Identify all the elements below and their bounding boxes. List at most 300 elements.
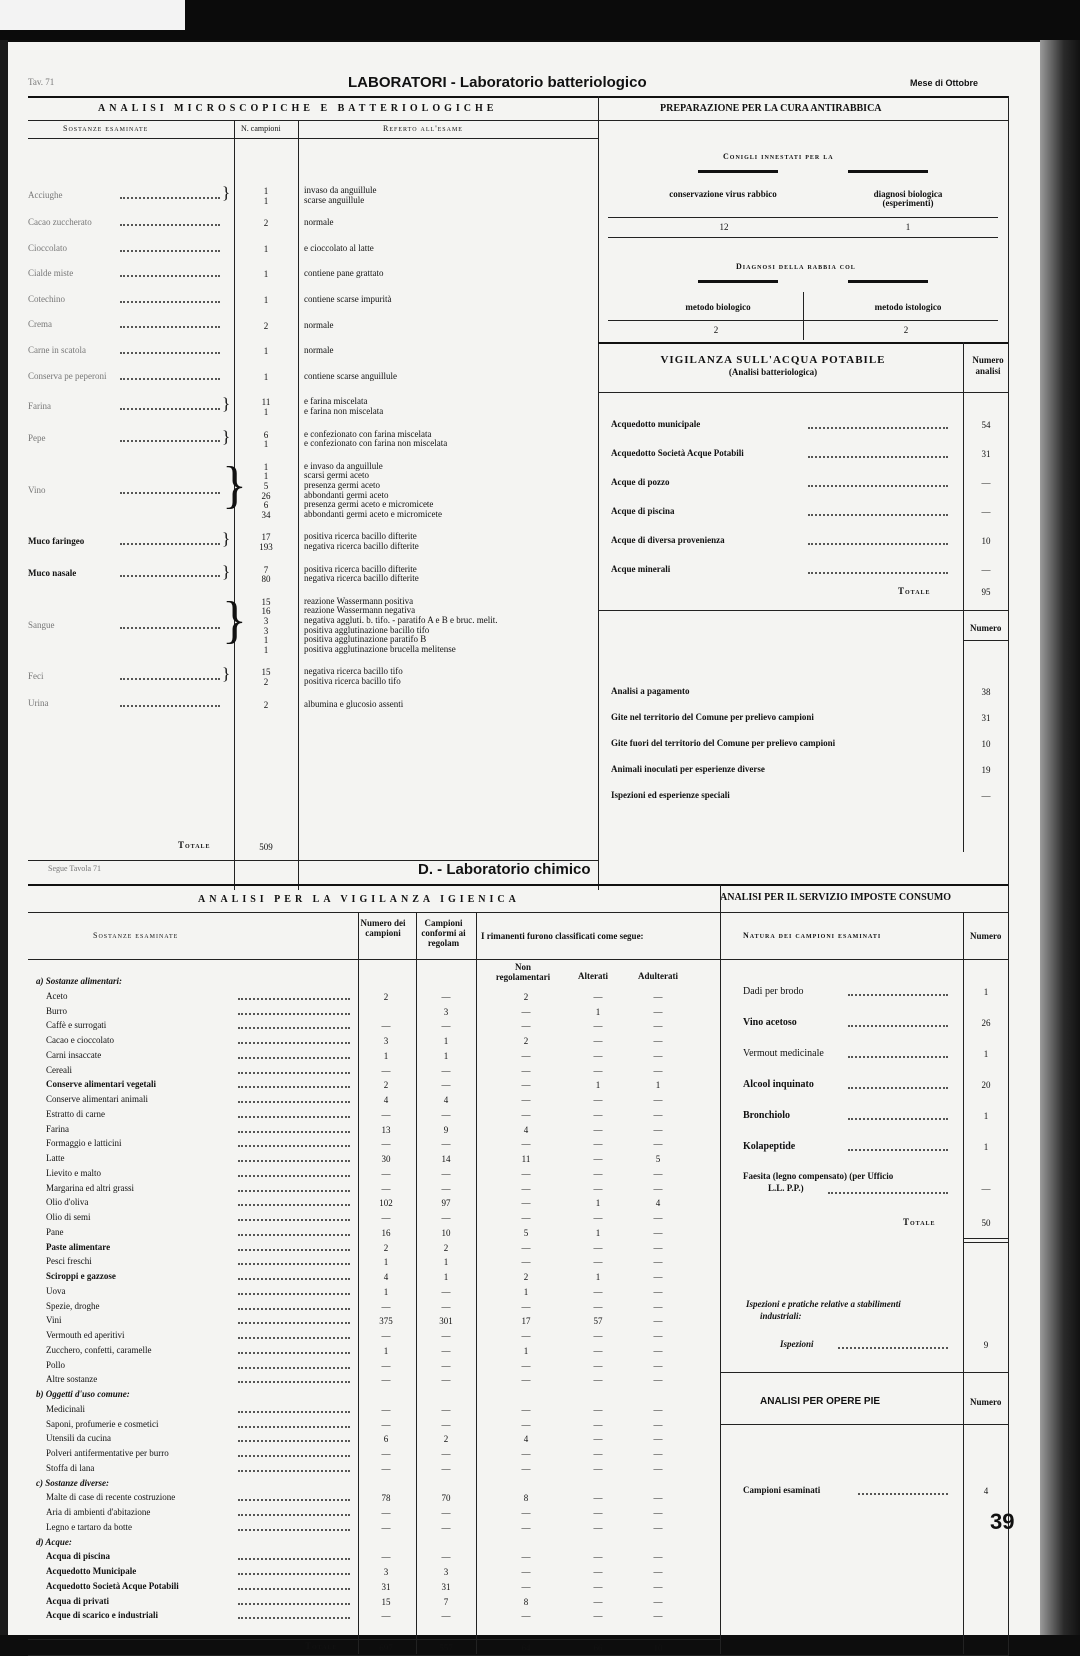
chem-cell: — bbox=[593, 1286, 603, 1297]
vigilanza-title: VIGILANZA SULL'ACQUA POTABILE bbox=[660, 354, 886, 366]
faesita-value: — bbox=[981, 1184, 991, 1194]
vigilanza-row-value: — bbox=[981, 478, 991, 488]
chem-cell: — bbox=[653, 1316, 663, 1327]
sostanza-label: Vino bbox=[28, 484, 46, 495]
dot-leader bbox=[848, 994, 948, 996]
chem-row-label: Spezie, droghe bbox=[46, 1300, 100, 1311]
chem-cell: — bbox=[521, 1257, 531, 1268]
sostanza-label: Urina bbox=[28, 698, 49, 709]
chem-row-label: Altre sostanze bbox=[46, 1374, 98, 1385]
misc-row-label: Analisi a pagamento bbox=[611, 686, 690, 696]
sostanza-label: Crema bbox=[28, 319, 52, 330]
totale-alterati-d: 66 bbox=[593, 1643, 603, 1653]
chem-cell: — bbox=[381, 1463, 391, 1474]
dot-leader bbox=[238, 1529, 350, 1531]
chem-cell: — bbox=[441, 1552, 451, 1563]
brace: } bbox=[222, 664, 231, 684]
opere-pie-value: 4 bbox=[983, 1486, 989, 1496]
chem-row-label: Sciroppi e gazzose bbox=[46, 1271, 116, 1281]
chem-cell: — bbox=[593, 1257, 603, 1268]
chem-cell: — bbox=[521, 1611, 531, 1622]
chem-cell: 1 bbox=[443, 1036, 449, 1046]
chem-row-label: Caffè e surrogati bbox=[46, 1020, 107, 1031]
vigilanza-igienica-title: ANALISI PER LA VIGILANZA IGIENICA bbox=[198, 894, 520, 905]
rule bbox=[28, 1639, 720, 1640]
referto-text: reazione Wassermann positiva bbox=[304, 595, 414, 606]
brace: } bbox=[222, 561, 231, 581]
dot-leader bbox=[238, 1558, 350, 1560]
imposte-row-label: Vino acetoso bbox=[743, 1017, 797, 1028]
referto-text: albumina e glucosio assenti bbox=[304, 698, 404, 709]
vigilanza-row-value: 10 bbox=[981, 536, 991, 546]
chem-cell: — bbox=[653, 1508, 663, 1518]
chem-cell: 4 bbox=[383, 1095, 389, 1105]
chem-cell: — bbox=[381, 1375, 391, 1386]
dot-leader bbox=[120, 408, 220, 410]
totale-adulterati-d: 10 bbox=[653, 1643, 663, 1653]
dot-leader bbox=[238, 1116, 350, 1118]
chem-cell: 2 bbox=[383, 1242, 389, 1253]
chem-cell: 5 bbox=[655, 1154, 661, 1164]
totale-conformi-d: 557 bbox=[439, 1643, 453, 1653]
chem-cell: — bbox=[521, 1552, 531, 1563]
referto-text: invaso da anguillule bbox=[304, 185, 377, 195]
chem-cell: — bbox=[441, 1463, 451, 1474]
month-label: Mese di Ottobre bbox=[910, 78, 979, 88]
campioni-count: 15 bbox=[261, 596, 271, 607]
misc-row-value: 31 bbox=[981, 713, 991, 723]
rule bbox=[598, 342, 1008, 344]
brace: } bbox=[222, 394, 231, 414]
ispezioni-label: Ispezioni bbox=[780, 1339, 814, 1349]
chem-cell: 78 bbox=[381, 1493, 391, 1504]
chem-cell: — bbox=[381, 1360, 391, 1371]
imp-totale-label: Totale bbox=[903, 1217, 936, 1227]
dot-leader bbox=[238, 1411, 350, 1413]
chem-cell: — bbox=[593, 1050, 603, 1061]
sostanza-label: Cioccolato bbox=[28, 242, 67, 253]
chem-cell: — bbox=[381, 1522, 391, 1533]
chem-cell: 2 bbox=[443, 1242, 449, 1253]
imp-totale-value: 50 bbox=[981, 1218, 991, 1228]
campioni-count: 1 bbox=[263, 346, 269, 357]
dot-leader bbox=[808, 572, 948, 574]
dot-leader bbox=[808, 543, 948, 545]
dot-leader bbox=[120, 492, 220, 494]
chem-cell: — bbox=[593, 1154, 603, 1164]
chem-row-label: Acquedotto Società Acque Potabili bbox=[46, 1580, 179, 1591]
chem-cell: 15 bbox=[381, 1596, 391, 1607]
subcol-adulterati: Adulterati bbox=[638, 971, 678, 981]
conigli-val-1: 12 bbox=[719, 222, 729, 232]
referto-text: normale bbox=[304, 319, 334, 330]
section-d-title: D. - Laboratorio chimico bbox=[418, 861, 591, 878]
referto-text: presenza germi aceto e micromicete bbox=[304, 499, 434, 510]
chem-row-label: Lievito e malto bbox=[46, 1167, 101, 1178]
campioni-count: 1 bbox=[263, 471, 269, 482]
dot-leader bbox=[238, 1588, 350, 1590]
referto-text: abbondanti germi aceto bbox=[304, 489, 389, 500]
chem-cell: 3 bbox=[383, 1036, 389, 1046]
chem-row-label: Paste alimentare bbox=[46, 1241, 111, 1252]
chem-cell: 1 bbox=[443, 1050, 449, 1061]
referto-text: positiva ricerca bacillo tifo bbox=[304, 676, 401, 686]
rule bbox=[28, 96, 1008, 98]
chem-row-label: Vermouth ed aperitivi bbox=[46, 1330, 125, 1340]
dot-leader bbox=[238, 1603, 350, 1605]
vigilanza-row-value: — bbox=[981, 565, 991, 575]
referto-text: scarse anguillule bbox=[304, 194, 365, 205]
dot-leader bbox=[120, 627, 220, 629]
referto-text: e invaso da anguillule bbox=[304, 460, 383, 471]
col-sostanze-c: Sostanze esaminate bbox=[63, 124, 149, 133]
dot-leader bbox=[238, 1573, 350, 1575]
chem-cell: — bbox=[653, 1463, 663, 1474]
chem-cell: — bbox=[521, 1006, 531, 1017]
imposte-row-value: 1 bbox=[983, 1142, 989, 1152]
chem-cell: — bbox=[441, 1345, 451, 1356]
misc-row-label: Gite fuori del territorio del Comune per prelievo campioni bbox=[611, 738, 836, 748]
chem-cell: 102 bbox=[379, 1198, 393, 1209]
chem-cell: — bbox=[441, 1139, 451, 1150]
referto-text: normale bbox=[304, 217, 334, 228]
misc-row-label: Gite nel territorio del Comune per prelievo campioni bbox=[611, 712, 814, 722]
campioni-count: 6 bbox=[263, 429, 269, 440]
dot-leader bbox=[238, 998, 350, 1000]
chem-row-label: Estratto di carne bbox=[46, 1108, 105, 1119]
chem-cell: — bbox=[521, 1301, 531, 1312]
dot-leader bbox=[238, 1086, 350, 1088]
chem-cell: — bbox=[593, 1493, 603, 1504]
chem-cell: — bbox=[653, 1227, 663, 1238]
col-campioni-c: N. campioni bbox=[241, 124, 281, 133]
referto-text: scarsi germi aceto bbox=[304, 470, 369, 481]
campioni-count: 1 bbox=[263, 439, 269, 450]
chem-cell: — bbox=[521, 1021, 531, 1032]
chem-row-label: Pesci freschi bbox=[46, 1256, 92, 1267]
referto-text: e farina miscelata bbox=[304, 396, 368, 407]
rule bbox=[598, 392, 1008, 393]
vigilanza-row-label: Acque minerali bbox=[611, 564, 671, 574]
chem-cell: 1 bbox=[383, 1286, 389, 1297]
chem-cell: 97 bbox=[441, 1198, 451, 1209]
chem-cell: 4 bbox=[523, 1434, 529, 1445]
sostanza-label: Feci bbox=[28, 671, 44, 681]
chem-cell: — bbox=[653, 1419, 663, 1430]
imp-col1: Natura dei campioni esaminati bbox=[743, 931, 882, 940]
scan-left-border bbox=[0, 40, 8, 1635]
chem-cell: — bbox=[521, 1050, 531, 1061]
referto-text: negativa ricerca bacillo difterite bbox=[304, 541, 419, 551]
chem-cell: 9 bbox=[443, 1124, 449, 1135]
chem-cell: 11 bbox=[521, 1154, 531, 1164]
chem-cell: 1 bbox=[595, 1272, 601, 1282]
chem-row-label: Farina bbox=[46, 1123, 69, 1134]
chem-cell: — bbox=[593, 1183, 603, 1194]
sostanza-label: Sangue bbox=[28, 619, 55, 630]
chem-cell: — bbox=[653, 1434, 663, 1445]
dots bbox=[828, 1192, 948, 1194]
ispezioni-title-2: industriali: bbox=[760, 1311, 802, 1321]
chem-cell: — bbox=[441, 1286, 451, 1297]
referto-text: e farina non miscelata bbox=[304, 406, 384, 416]
opere-pie-label: Campioni esaminati bbox=[743, 1485, 821, 1495]
brace: } bbox=[222, 456, 247, 514]
campioni-count: 26 bbox=[261, 490, 271, 501]
dot-leader bbox=[120, 197, 220, 199]
chem-cell: — bbox=[653, 1596, 663, 1607]
chem-cell: 2 bbox=[383, 1080, 389, 1091]
dot-leader bbox=[238, 1337, 350, 1339]
imposte-row-value: 1 bbox=[983, 1111, 989, 1121]
referto-text: e confezionato con farina miscelata bbox=[304, 428, 432, 439]
chem-cell: — bbox=[521, 1567, 531, 1577]
scan-right-border bbox=[1040, 40, 1080, 1635]
chem-cell: — bbox=[521, 1168, 531, 1179]
chem-cell: 4 bbox=[383, 1272, 389, 1282]
dot-leader bbox=[238, 1013, 350, 1015]
dot-leader bbox=[238, 1352, 350, 1354]
sostanza-label: Muco nasale bbox=[28, 568, 77, 579]
campioni-count: 1 bbox=[263, 243, 269, 254]
campioni-count: 1 bbox=[263, 295, 269, 305]
document-page bbox=[8, 42, 1040, 1653]
brace: } bbox=[222, 591, 247, 649]
chem-cell: — bbox=[593, 1139, 603, 1150]
chem-cell: — bbox=[381, 1065, 391, 1076]
microscopic-analyses-title: ANALISI MICROSCOPICHE E BATTERIOLOGICHE bbox=[98, 103, 498, 114]
dot-leader bbox=[238, 1219, 350, 1221]
chem-cell: — bbox=[653, 1257, 663, 1268]
dot-leader bbox=[238, 1101, 350, 1103]
tavola-label-c: Tav. 71 bbox=[28, 77, 55, 87]
chem-cell: 1 bbox=[383, 1345, 389, 1356]
chem-cell: — bbox=[593, 991, 603, 1002]
chem-cell: — bbox=[593, 1021, 603, 1032]
dot-leader bbox=[238, 1057, 350, 1059]
totale-label-c: Totale bbox=[178, 840, 211, 850]
chem-cell: — bbox=[441, 1375, 451, 1386]
chem-row-label: Vini bbox=[46, 1315, 62, 1326]
rule bbox=[598, 96, 599, 890]
chem-row-label: Acqua di piscina bbox=[46, 1551, 111, 1562]
dot-leader bbox=[238, 1249, 350, 1251]
dot-leader bbox=[238, 1263, 350, 1265]
chem-cell: — bbox=[381, 1139, 391, 1150]
chem-cell: — bbox=[381, 1331, 391, 1341]
campioni-count: 6 bbox=[263, 500, 269, 511]
chem-row-label: Carni insaccate bbox=[46, 1049, 102, 1060]
chem-row-label: Latte bbox=[46, 1153, 65, 1163]
chem-row-label: Zucchero, confetti, caramelle bbox=[46, 1344, 152, 1355]
chem-cell: — bbox=[653, 1065, 663, 1076]
rule bbox=[1008, 96, 1009, 1656]
referto-text: e confezionato con farina non miscelata bbox=[304, 438, 448, 449]
campioni-count: 1 bbox=[263, 269, 269, 280]
chem-cell: — bbox=[381, 1301, 391, 1312]
rule bbox=[698, 280, 778, 283]
dot-leader bbox=[238, 1470, 350, 1472]
rule bbox=[476, 912, 477, 1654]
referto-text: positiva ricerca bacillo difterite bbox=[304, 531, 417, 542]
sostanza-label: Conserva pe peperoni bbox=[28, 370, 107, 381]
chem-cell: — bbox=[653, 1449, 663, 1459]
vigilanza-num-label: Numero analisi bbox=[972, 355, 1004, 376]
chem-cell: — bbox=[653, 1360, 663, 1371]
referto-text: e cioccolato al latte bbox=[304, 242, 374, 253]
dot-leader bbox=[848, 1087, 948, 1089]
chem-row-label: Aceto bbox=[46, 990, 68, 1001]
chem-row-label: Pollo bbox=[46, 1359, 66, 1370]
chem-cell: 4 bbox=[655, 1198, 661, 1209]
chem-cell: — bbox=[521, 1065, 531, 1076]
chem-cell: 2 bbox=[383, 991, 389, 1002]
imposte-row-label: Dadi per brodo bbox=[743, 986, 804, 997]
rule bbox=[358, 912, 359, 1654]
chem-row-label: Aria di ambienti d'abitazione bbox=[46, 1507, 151, 1517]
dot-leader bbox=[848, 1149, 948, 1151]
chem-row-label: Conserve alimentari vegetali bbox=[46, 1079, 156, 1090]
dot-leader bbox=[808, 485, 948, 487]
chem-cell: — bbox=[521, 1109, 531, 1120]
campioni-count: 2 bbox=[263, 218, 269, 229]
dot-leader bbox=[848, 1056, 948, 1058]
campioni-count: 11 bbox=[261, 397, 271, 408]
chem-cell: — bbox=[593, 1404, 603, 1415]
chem-cell: — bbox=[653, 1050, 663, 1061]
chem-cell: — bbox=[653, 1581, 663, 1592]
chem-row-label: Acqua di privati bbox=[46, 1595, 110, 1606]
chem-cell: — bbox=[593, 1124, 603, 1135]
misc-row-value: 38 bbox=[981, 687, 991, 697]
chem-cell: — bbox=[381, 1109, 391, 1120]
rule bbox=[963, 342, 964, 852]
dot-leader bbox=[238, 1234, 350, 1236]
chem-row-label: Olio di semi bbox=[46, 1212, 91, 1222]
imposte-row-label: Kolapeptide bbox=[743, 1141, 796, 1152]
chem-row-label: Margarina ed altri grassi bbox=[46, 1182, 135, 1193]
totale-label-d: Totale bbox=[305, 1641, 338, 1651]
dot-leader bbox=[120, 678, 220, 680]
campioni-count: 2 bbox=[263, 699, 269, 710]
rule bbox=[28, 120, 1008, 121]
campioni-count: 1 bbox=[263, 186, 269, 196]
chem-cell: 1 bbox=[443, 1272, 449, 1282]
rule bbox=[720, 959, 1008, 960]
diagnosi-val-2: 2 bbox=[903, 325, 909, 335]
chem-cell: — bbox=[521, 1419, 531, 1430]
campioni-count: 1 bbox=[263, 371, 269, 382]
chem-cell: — bbox=[593, 1331, 603, 1341]
chem-cell: — bbox=[653, 1375, 663, 1386]
sostanza-label: Muco faringeo bbox=[28, 536, 85, 546]
chem-cell: — bbox=[593, 1463, 603, 1474]
chem-cell: — bbox=[593, 1419, 603, 1430]
section-c-title: LABORATORI - Laboratorio batteriologico bbox=[348, 74, 647, 91]
chem-cell: 13 bbox=[381, 1124, 391, 1135]
campioni-count: 1 bbox=[263, 195, 269, 206]
chem-cell: 8 bbox=[523, 1596, 529, 1607]
chem-cell: 1 bbox=[523, 1345, 529, 1356]
chem-cell: — bbox=[653, 1567, 663, 1577]
chem-cell: 70 bbox=[441, 1493, 451, 1504]
chem-cell: — bbox=[521, 1080, 531, 1091]
sostanza-label: Cacao zuccherato bbox=[28, 217, 92, 227]
chem-cell: 6 bbox=[383, 1434, 389, 1445]
chem-row-label: Pane bbox=[46, 1226, 64, 1237]
chem-cell: 2 bbox=[523, 1036, 529, 1046]
chem-cell: 7 bbox=[443, 1596, 449, 1607]
vigilanza-row-value: — bbox=[981, 507, 991, 517]
dot-leader bbox=[120, 543, 220, 545]
chem-cell: — bbox=[653, 1493, 663, 1504]
referto-text: contiene pane grattato bbox=[304, 268, 384, 279]
chem-cell: — bbox=[441, 1404, 451, 1415]
chem-cell: — bbox=[653, 1522, 663, 1533]
diagnosi-col-1: metodo biologico bbox=[685, 302, 751, 312]
chem-cell: — bbox=[593, 1434, 603, 1445]
chem-cell: 30 bbox=[381, 1154, 391, 1164]
chem-cell: — bbox=[653, 1021, 663, 1032]
chem-row-label: Stoffa di lana bbox=[46, 1462, 95, 1473]
dot-leader bbox=[238, 1381, 350, 1383]
chem-cell: — bbox=[653, 1242, 663, 1253]
conigli-col-1: conservazione virus rabbico bbox=[669, 189, 777, 199]
chem-cell: 1 bbox=[595, 1198, 601, 1209]
chem-cell: — bbox=[521, 1449, 531, 1459]
vigilanza-row-label: Acquedotto municipale bbox=[611, 419, 701, 429]
rule bbox=[963, 640, 1008, 641]
imposte-row-label: Bronchiolo bbox=[743, 1110, 791, 1121]
opere-pie-title: ANALISI PER OPERE PIE bbox=[760, 1396, 881, 1407]
chem-cell: — bbox=[521, 1139, 531, 1150]
rule bbox=[803, 292, 804, 340]
imposte-row-value: 20 bbox=[981, 1080, 991, 1090]
referto-text: positiva agglutinazione brucella melitense bbox=[304, 643, 456, 654]
campioni-count: 1 bbox=[263, 461, 269, 472]
chem-cell: — bbox=[521, 1360, 531, 1371]
chem-cell: 1 bbox=[595, 1080, 601, 1091]
chem-cell: — bbox=[521, 1095, 531, 1105]
col-conformi-d: Campioni conformi ai regolam bbox=[421, 918, 466, 948]
conigli-title: Conigli innestati per la bbox=[723, 152, 834, 161]
chem-cell: 57 bbox=[593, 1316, 603, 1327]
conigli-val-2: 1 bbox=[905, 222, 911, 232]
rule bbox=[963, 912, 964, 1654]
chem-row-label: Uova bbox=[46, 1285, 66, 1296]
imposte-row-label: Vermout medicinale bbox=[743, 1048, 824, 1059]
chem-cell: 4 bbox=[523, 1124, 529, 1135]
referto-text: presenza germi aceto bbox=[304, 480, 380, 490]
dot-leader bbox=[808, 514, 948, 516]
chem-cell: 1 bbox=[595, 1227, 601, 1238]
diagnosi-col-2: metodo istologico bbox=[874, 302, 942, 312]
campioni-count: 17 bbox=[261, 532, 271, 543]
chem-cell: 375 bbox=[379, 1316, 393, 1327]
vigilanza-row-label: Acquedotto Società Acque Potabili bbox=[611, 448, 744, 458]
chem-cell: — bbox=[441, 1109, 451, 1120]
chem-cell: — bbox=[381, 1404, 391, 1415]
dot-leader bbox=[238, 1367, 350, 1369]
chem-cell: 10 bbox=[441, 1227, 451, 1238]
chem-cell: — bbox=[441, 1183, 451, 1194]
opere-pie-col: Numero bbox=[970, 1397, 1002, 1407]
page-number: 39 bbox=[990, 1509, 1015, 1534]
rule bbox=[720, 1372, 1008, 1373]
rule bbox=[720, 884, 721, 1654]
chem-cell: — bbox=[521, 1242, 531, 1253]
dot-leader bbox=[238, 1455, 350, 1457]
